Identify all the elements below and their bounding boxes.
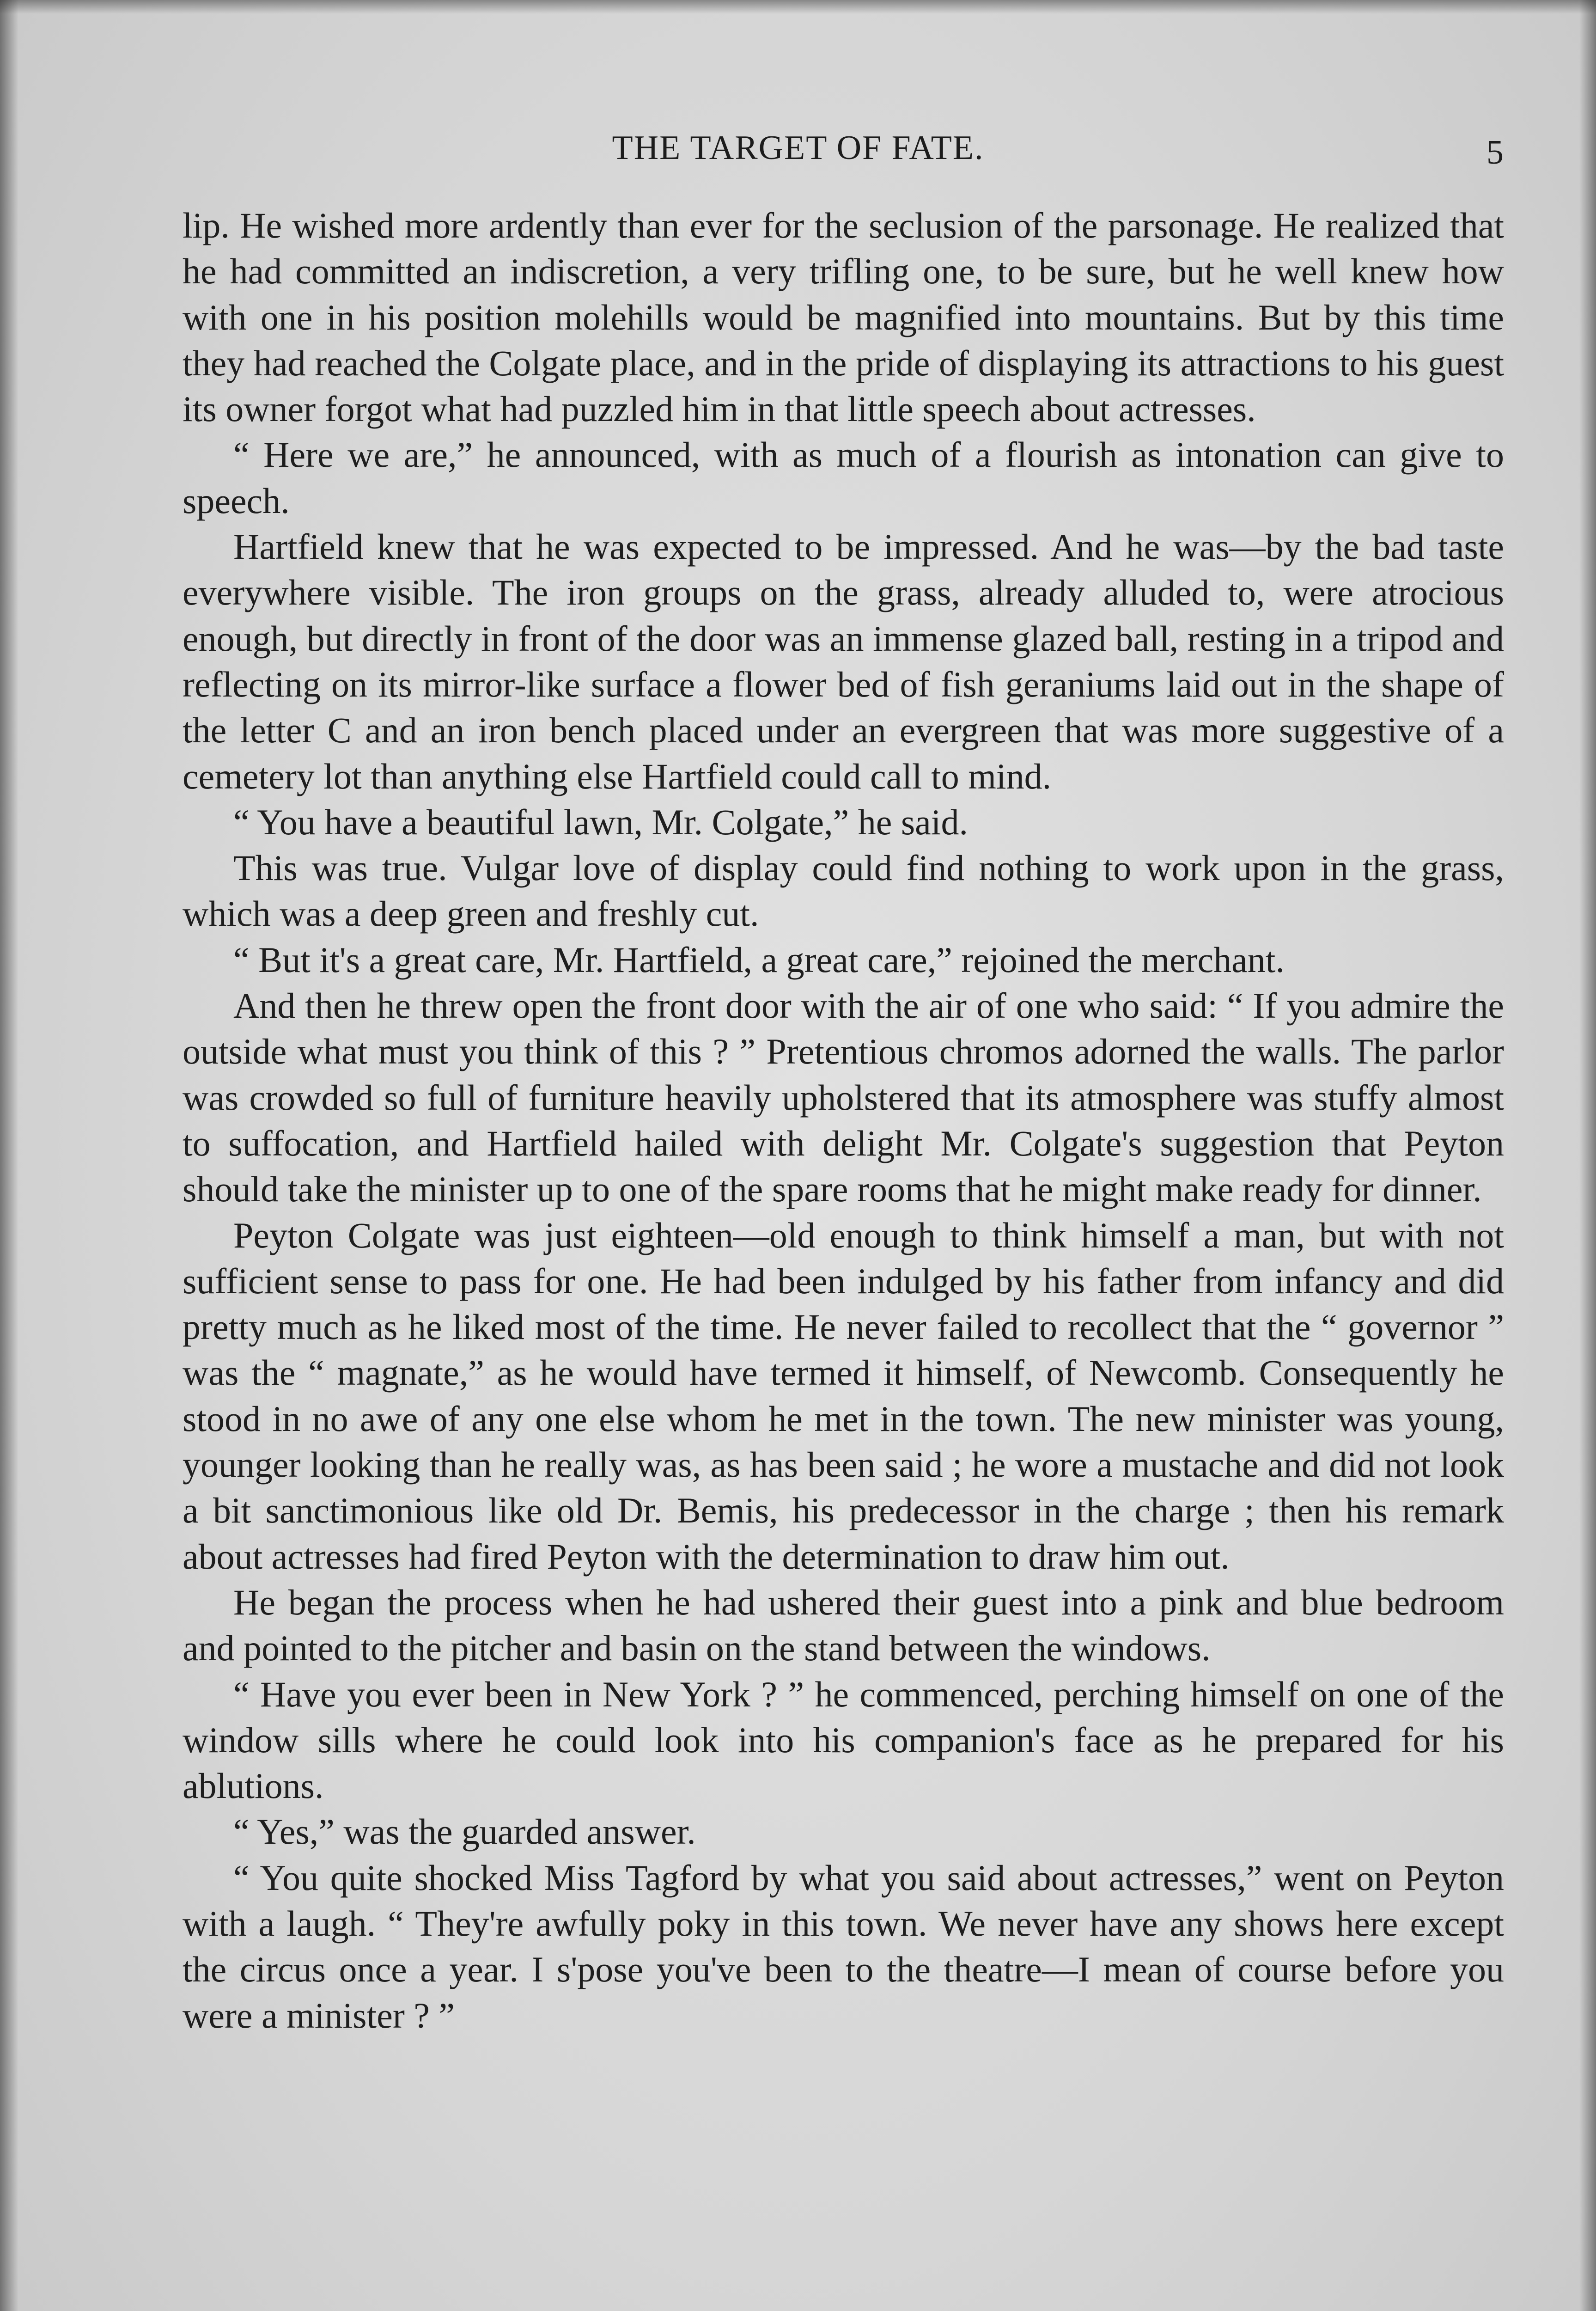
paragraph-6: “ But it's a great care, Mr. Hartfield, a great care,” rejoined the merchant. [233,939,1285,980]
page-edge-shadow-right [1579,0,1596,2311]
body-text [183,202,1504,2038]
page-number: 5 [1486,134,1504,171]
paragraph-5: This was true. Vulgar love of display could find nothing to work upon in the grass, which was a deep green and freshly cut. [183,848,1504,934]
running-title: THE TARGET OF FATE. [612,129,984,167]
paragraph-4: “ You have a beautiful lawn, Mr. Colgate,” he said. [233,801,968,842]
page-edge-shadow-left [0,0,18,2311]
paragraph-7: And then he threw open the front door with the air of one who said: “ If you admire the outside what must you think of this ? ” Pretentious chromos adorned the walls. The parlor was crowded so full of furniture heavily upholstered that its atmosphere was stuffy almost to suffocation, and Hartfield hailed with delight Mr. Colgate's suggestion that Peyton should take the minister up to one of the spare rooms that he might make ready for dinner. [183,985,1504,1210]
paragraph-8: Peyton Colgate was just eighteen—old enough to think himself a man, but with not sufficient sense to pass for one. He had been indulged by his father from infancy and did pretty much as he liked most of the time. He never failed to recollect that the “ governor ” was the “ magnate,” as he would have termed it himself, of Newcomb. Consequently he stood in no awe of any one else whom he met in the town. The new minister was young, younger looking than he really was, as has been said ; he wore a mustache and did not look a bit sanctimonious like old Dr. Bemis, his predecessor in the charge ; then his remark about actresses had fired Peyton with the determination to draw him out. [183,1215,1504,1577]
paragraph-2: “ Here we are,” he announced, with as much of a flourish as intonation can give to speech. [183,434,1504,521]
paragraph-3: Hartfield knew that he was expected to be impressed. And he was—by the bad taste everywhere visible. The iron groups on the grass, already alluded to, were atrocious enough, but directly in front of the door was an immense glazed ball, resting in a tripod and reflecting on its mirror-like surface a flower bed of fish geraniums laid out in the shape of the letter C and an iron bench placed under an evergreen that was more suggestive of a cemetery lot than anything else Hartfield could call to mind. [183,526,1504,796]
paragraph-11: “ Yes,” was the guarded answer. [233,1811,696,1852]
page-header [0,128,1596,179]
page-edge-shadow-top [0,0,1596,14]
paragraph-9: He began the process when he had ushered their guest into a pink and blue bedroom and pointed to the pitcher and basin on the stand between the windows. [183,1582,1504,1669]
paragraph-12: “ You quite shocked Miss Tagford by what you said about actresses,” went on Peyton with a laugh. “ They're awfully poky in this town. We never have any shows here except the circus once a year. I s'pose you've been to the theatre—I mean of course before you were a minister ? ” [183,1857,1504,2036]
paragraph-10: “ Have you ever been in New York ? ” he commenced, perching himself on one of the window sills where he could look into his companion's face as he prepared for his ablutions. [183,1674,1504,1806]
paragraph-1: lip. He wished more ardently than ever for the seclusion of the parsonage. He realized that he had committed an indiscretion, a very trifling one, to be sure, but he well knew how with one in his position molehills would be magnified into mountains. But by this time they had reached the Colgate place, and in the pride of displaying its attractions to his guest its owner forgot what had puzzled him in that little speech about actresses. [183,205,1504,429]
